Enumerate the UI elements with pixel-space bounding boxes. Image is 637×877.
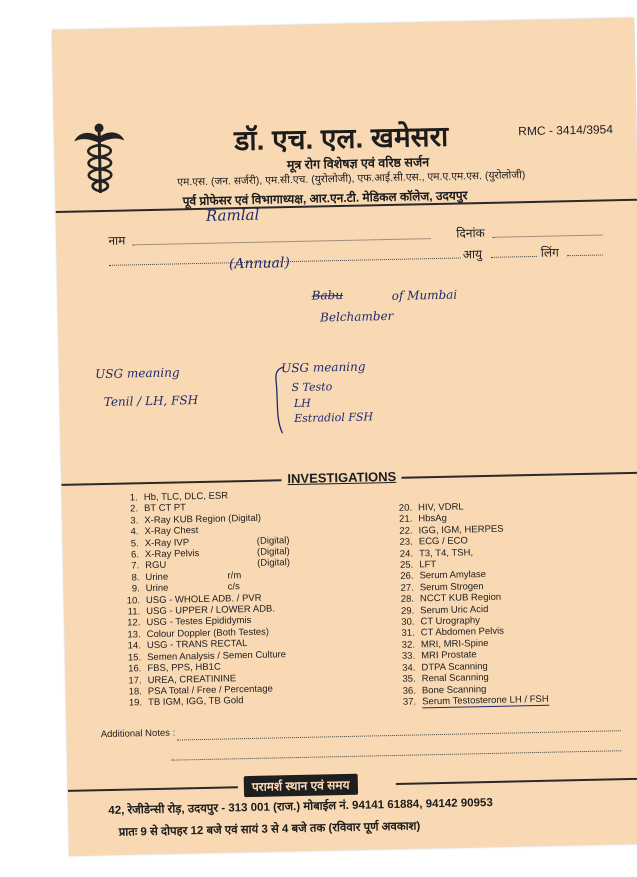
date-label: दिनांक [456,225,485,241]
investigations-divider-right [401,472,637,479]
prescription-paper [52,18,637,856]
list-item: 23. ECG / ECO [399,535,469,549]
list-item: 17. UREA, CREATININE [128,672,237,687]
footer-banner: परामर्श स्थान एवं समय [244,774,358,797]
list-item: 24. T3, T4, TSH, [399,546,474,560]
list-item: 10. USG - WHOLE ADB. / PVR [126,592,262,607]
date-line [492,235,602,238]
list-item: 19. TB IGM, IGG, TB Gold [128,695,244,709]
list-item: 5. X-Ray IVP (Digital) [130,534,290,550]
list-item: 28. NCCT KUB Region [400,591,502,606]
clinic-address: 42, रेजीडेन्सी रोड़, उदयपुर - 313 001 (राज.) मोबाईल नं. 94141 61884, 94142 90953 [108,796,493,817]
sex-line [567,255,603,257]
footer-divider-left [68,786,238,792]
list-item: 4. X-Ray Chest [130,525,199,538]
handwritten-note-place: of Mumbai [391,287,458,303]
caduceus-logo [72,120,128,197]
handwritten-right-2: S Testo [291,380,333,395]
clinic-timings: प्रातः 9 से दोपहर 12 बजे एवं सायं 3 से 4 बजे तक (रविवार पूर्ण अवकाश) [118,820,421,839]
list-item: 20. HIV, VDRL [398,501,464,514]
investigations-right-list [392,500,549,708]
list-item: 31. CT Abdomen Pelvis [401,626,505,640]
list-item: 13. Colour Doppler (Both Testes) [127,626,270,641]
list-item: 26. Serum Amylase [400,569,487,583]
handwritten-left-1: USG meaning [95,365,180,382]
handwritten-note-struck: Babu [311,287,344,303]
doctor-position: पूर्व प्रोफेसर एवं विभागाध्यक्ष, आर.एन.टी. मेडिकल कॉलेज, उदयपुर [182,188,468,209]
investigations-divider-left [62,479,282,486]
list-item: 1. Hb, TLC, DLC, ESR [129,490,229,504]
list-item: 37. Serum Testosterone LH / FSH [402,693,549,708]
list-item: 6. X-Ray Pelvis (Digital) [130,546,290,561]
list-item: 29. Serum Uric Acid [400,603,489,617]
list-item: 25. LFT [399,559,437,571]
doctor-specialty: मूत्र रोग विशेषज्ञ एवं वरिष्ठ सर्जन [286,155,430,173]
doctor-name: डॉ. एच. एल. खमेसरा [234,120,449,157]
investigations-left-list [116,489,293,709]
list-item: 8. Urine r/m [131,570,242,584]
notes-line-1 [177,730,621,740]
list-item: 22. IGG, IGM, HERPES [399,523,504,537]
list-item: 33. MRI Prostate [401,649,477,663]
list-item: 9. Urine c/s [131,581,240,595]
list-item: 35. Renal Scanning [402,672,489,685]
list-item: 15. Semen Analysis / Semen Culture [127,648,287,664]
handwritten-right-1: USG meaning [280,359,366,376]
name-line [133,238,431,245]
handwritten-right-3: LH [293,396,311,411]
list-item: 16. FBS, PPS, HB1C [128,661,221,675]
handwritten-note-name: Belchamber [319,308,394,325]
list-item: 3. X-Ray KUB Region (Digital) [130,512,262,527]
handwritten-patient-name: Ramlal [205,205,260,225]
list-item: 14. USG - TRANS RECTAL [127,638,248,652]
doctor-degrees: एम.एस. (जन. सर्जरी), एम.सी.एच. (युरोलोजी), एफ.आई.सी.एस., एम.ए.एम.एस. (युरोलोजी) [177,169,526,189]
additional-notes-label: Additional Notes : [100,727,176,741]
age-line [491,256,537,258]
list-item: 34. DTPA Scanning [402,660,488,674]
list-item: 12. USG - Testes Epididymis [127,615,252,630]
list-item: 27. Serum Strogen [400,580,484,594]
name-label: नाम [108,233,126,248]
age-label: आयु [462,247,483,262]
handwritten-bracket [271,365,286,435]
registration-number: RMC - 3414/3954 [518,122,614,139]
list-item: 2. BT CT PT [130,502,187,515]
handwritten-note-annual: (Annual) [228,255,291,273]
handwritten-left-2: Tenil / LH, FSH [103,393,199,409]
list-item: 30. CT Urography [401,615,481,628]
sex-label: लिंग [540,245,559,260]
investigations-title: INVESTIGATIONS [287,468,397,487]
list-item: 36. Bone Scanning [402,683,487,697]
list-item: 7. RGU (Digital) [131,557,291,572]
footer-divider-right [396,778,637,785]
list-item: 18. PSA Total / Free / Percentage [128,683,273,698]
list-item: 32. MRI, MRI-Spine [401,637,489,651]
notes-line-2 [171,750,621,760]
list-item: 11. USG - UPPER / LOWER ADB. [127,603,276,618]
list-item: 21. HbsAg [398,513,447,526]
handwritten-right-4: Estradiol FSH [294,410,374,426]
